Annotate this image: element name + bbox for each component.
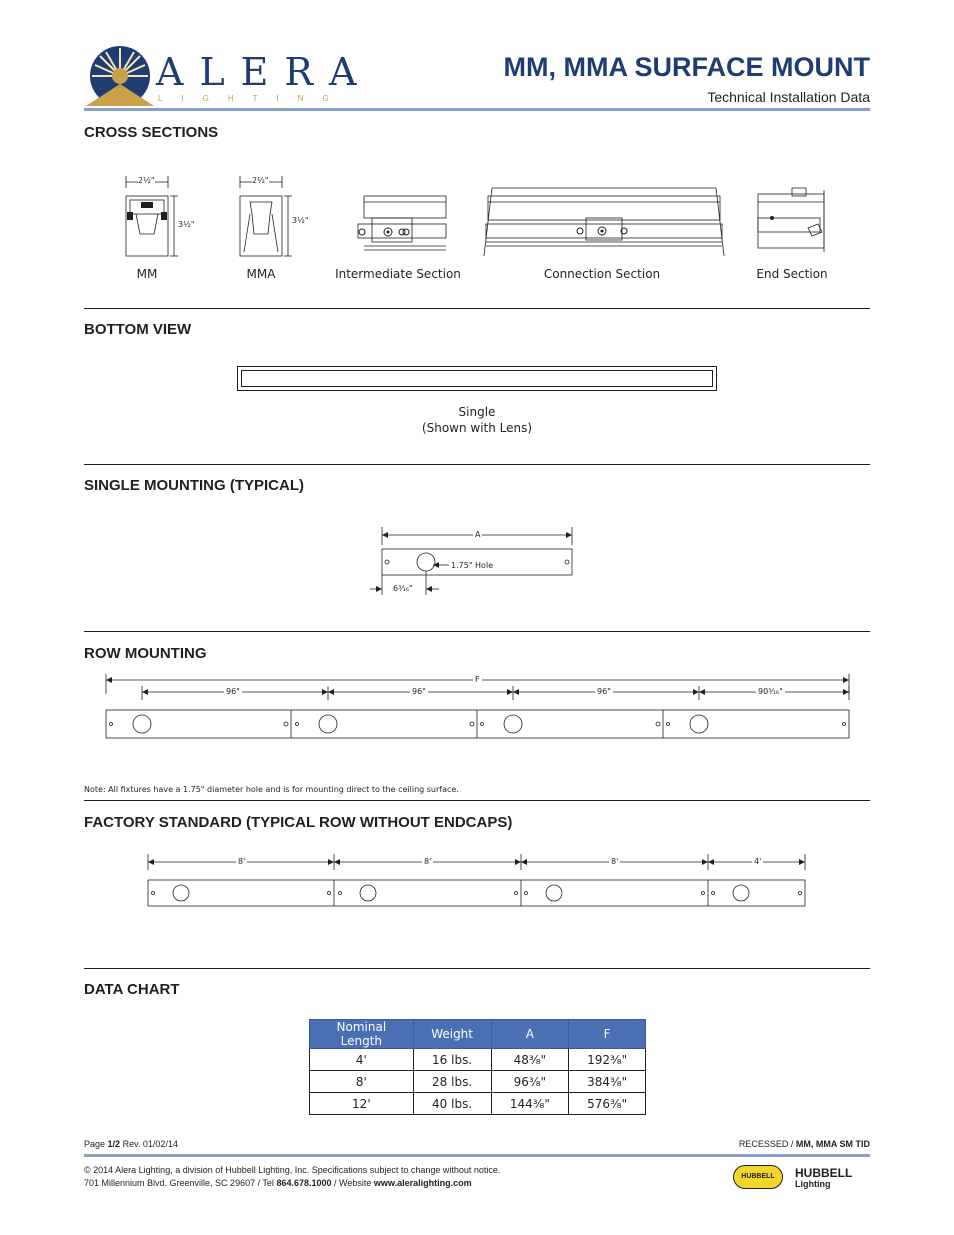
section-divider <box>84 631 870 632</box>
alera-logo <box>82 40 373 110</box>
intermediate-section-drawing <box>348 188 450 258</box>
end-section-drawing <box>752 184 832 260</box>
revision: Rev. 01/02/14 <box>122 1139 178 1149</box>
table-row <box>310 1093 646 1115</box>
table-cell: 8' <box>310 1071 414 1093</box>
table-cell: 4' <box>310 1049 414 1071</box>
logo-word: ALERA <box>156 50 373 94</box>
hubbell-badge-text: HUBBELL <box>741 1173 775 1180</box>
data-chart-table <box>309 1019 646 1115</box>
table-cell: 192³⁄₈" <box>569 1049 646 1071</box>
table-cell: 12' <box>310 1093 414 1115</box>
doc-code <box>739 1139 870 1149</box>
factory-length-3: 8' <box>611 857 619 866</box>
table-cell: 96³⁄₈" <box>491 1071 569 1093</box>
factory-length-4: 4' <box>754 857 762 866</box>
single-mounting-heading: SINGLE MOUNTING (TYPICAL) <box>84 477 304 494</box>
hubbell-badge <box>733 1165 783 1189</box>
bottom-view-fixture <box>237 366 717 391</box>
website-link[interactable]: www.aleralighting.com <box>373 1178 472 1188</box>
hubbell-logo <box>733 1163 873 1193</box>
factory-length-2: 8' <box>424 857 432 866</box>
sunburst-icon <box>82 40 158 108</box>
logo-sub: LIGHTING <box>158 94 348 103</box>
mm-profile-drawing <box>118 172 198 262</box>
hubbell-word: HUBBELL <box>795 1166 853 1180</box>
mounting-note: Note: All fixtures have a 1.75" diameter hole and is for mounting direct to the ceiling surface. <box>84 785 459 794</box>
page-prefix: Page <box>84 1139 106 1149</box>
offset-dim-label: 6³⁄₁₆" <box>393 584 413 593</box>
table-cell: 16 lbs. <box>413 1049 491 1071</box>
dim-f-label: F <box>475 675 480 684</box>
cross-section-label-mma: MMA <box>246 267 276 281</box>
table-cell: 28 lbs. <box>413 1071 491 1093</box>
hole-label: 1.75" Hole <box>451 561 494 570</box>
header-rule <box>84 108 870 111</box>
phone: 864.678.1000 <box>276 1178 332 1188</box>
column-header: F <box>569 1020 646 1049</box>
bottom-view-caption-2: (Shown with Lens) <box>421 421 533 435</box>
table-cell: 40 lbs. <box>413 1093 491 1115</box>
mm-width-dim: 2½" <box>138 176 155 185</box>
doc-category: RECESSED / <box>738 1139 794 1149</box>
page-subtitle: Technical Installation Data <box>707 89 870 105</box>
table-header-row <box>310 1020 646 1049</box>
bottom-view-caption-1: Single <box>458 405 496 419</box>
table-row <box>310 1049 646 1071</box>
cross-sections-heading: CROSS SECTIONS <box>84 124 219 141</box>
copyright: © 2014 Alera Lighting, a division of Hubbell Lighting, Inc. Specifications subject to change without notice. <box>84 1165 501 1175</box>
table-row <box>310 1071 646 1093</box>
page-value: 1/2 <box>107 1139 121 1149</box>
cross-section-label-mm: MM <box>136 267 158 281</box>
cross-section-label-connection: Connection Section <box>543 267 661 281</box>
contact-line <box>84 1178 472 1188</box>
factory-length-1: 8' <box>238 857 246 866</box>
column-header: A <box>491 1020 569 1049</box>
column-header: Nominal Length <box>310 1020 414 1049</box>
hubbell-sub: Lighting <box>795 1179 831 1189</box>
table-cell: 576³⁄₈" <box>569 1093 646 1115</box>
connection-section-drawing <box>482 184 726 260</box>
row-spacing-1: 96" <box>226 687 240 696</box>
mm-height-dim: 3½" <box>178 220 195 229</box>
table-cell: 144³⁄₈" <box>491 1093 569 1115</box>
section-divider <box>84 464 870 465</box>
page-number <box>84 1139 178 1149</box>
section-divider <box>84 800 870 801</box>
mma-height-dim: 3½" <box>292 216 309 225</box>
mma-width-dim: 2½" <box>252 176 269 185</box>
dim-a-label: A <box>475 530 481 539</box>
page-title: MM, MMA SURFACE MOUNT <box>503 52 870 82</box>
doc-code-value: MM, MMA SM TID <box>795 1139 870 1149</box>
row-spacing-2: 96" <box>412 687 426 696</box>
footer-rule <box>84 1154 870 1157</box>
cross-section-label-intermediate: Intermediate Section <box>335 267 461 281</box>
table-cell: 48³⁄₈" <box>491 1049 569 1071</box>
factory-standard-heading: FACTORY STANDARD (TYPICAL ROW WITHOUT ENDCAPS) <box>84 814 513 831</box>
row-spacing-4: 90³⁄₁₆" <box>758 687 783 696</box>
column-header: Weight <box>413 1020 491 1049</box>
table-cell: 384³⁄₈" <box>569 1071 646 1093</box>
row-spacing-3: 96" <box>597 687 611 696</box>
row-mounting-heading: ROW MOUNTING <box>84 645 207 662</box>
section-divider <box>84 968 870 969</box>
bottom-view-heading: BOTTOM VIEW <box>84 321 192 338</box>
section-divider <box>84 308 870 309</box>
website-label: / Website <box>334 1178 372 1188</box>
cross-section-label-end: End Section <box>756 267 828 281</box>
data-chart-heading: DATA CHART <box>84 981 180 998</box>
address: 701 Millennium Blvd. Greenville, SC 29607 / Tel <box>84 1178 274 1188</box>
